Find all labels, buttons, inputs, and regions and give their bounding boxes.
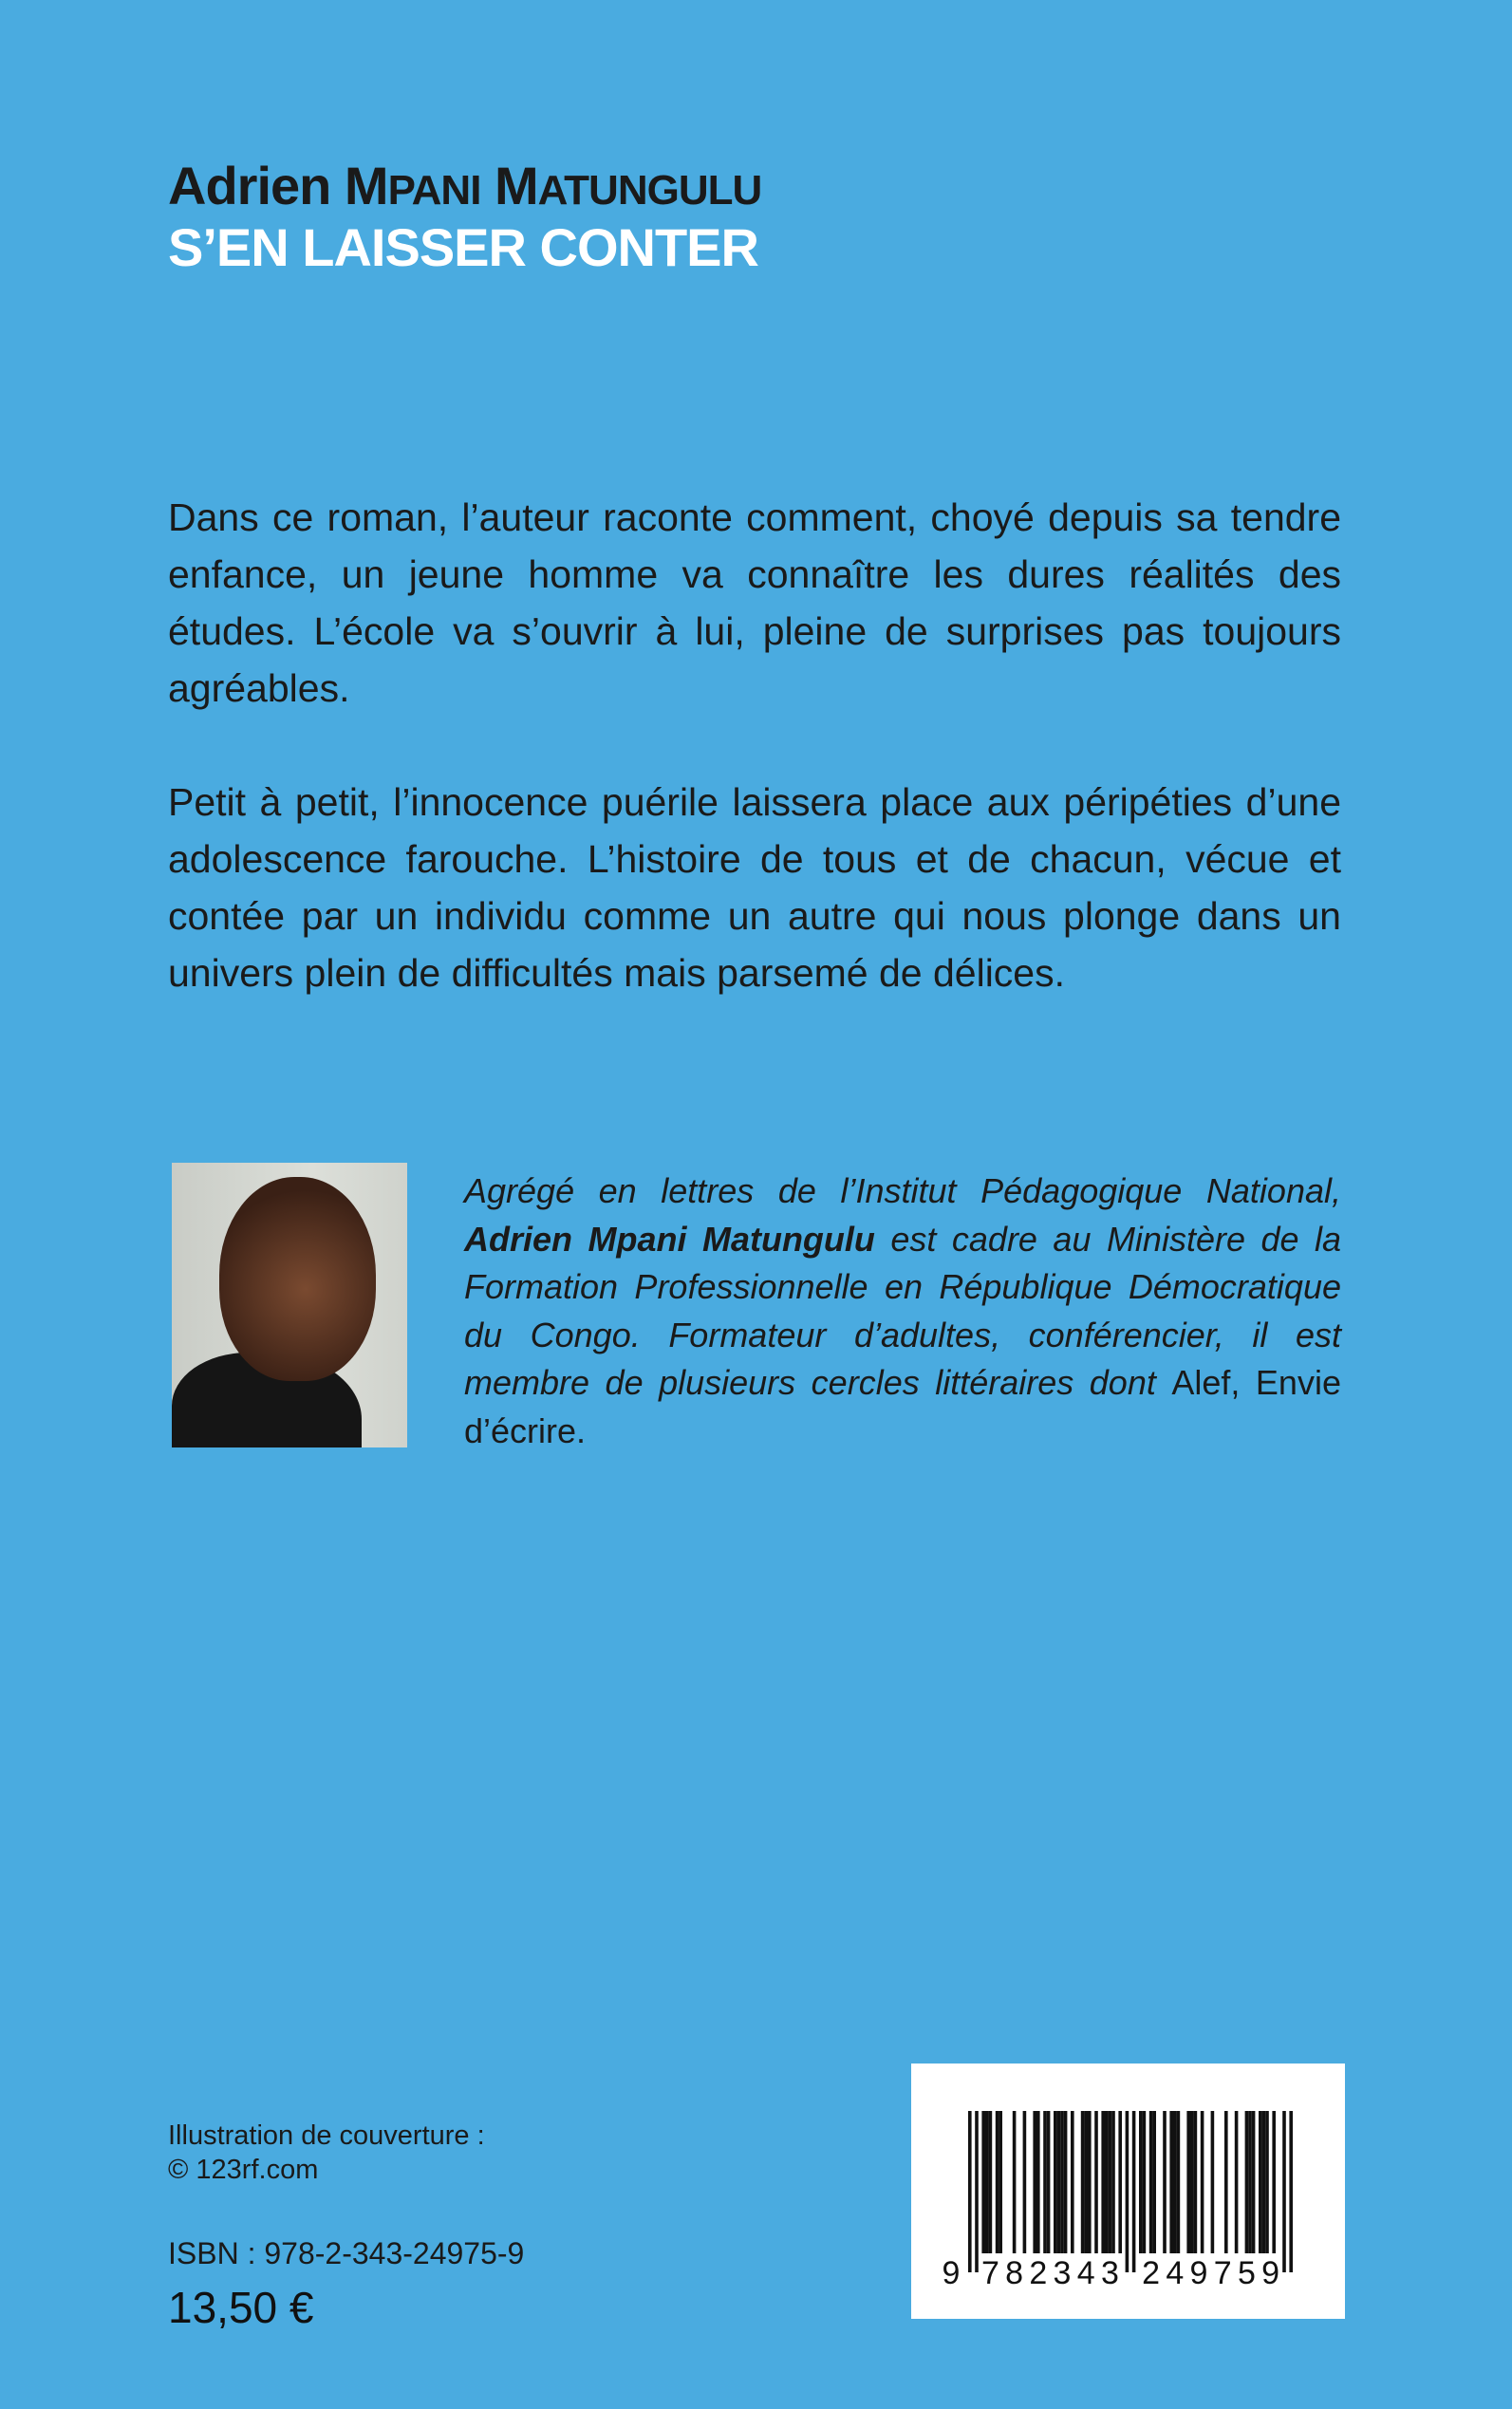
barcode-bar	[1064, 2111, 1068, 2253]
author-bio	[464, 1167, 1341, 1455]
barcode-bar	[1259, 2111, 1262, 2253]
credit-label: Illustration de couverture :	[168, 2120, 485, 2151]
barcode-bar	[1118, 2111, 1122, 2253]
barcode-bar	[1060, 2111, 1064, 2253]
author-last-rest: ATUNGULU	[537, 167, 762, 214]
barcode-digit: 5	[1237, 2255, 1256, 2291]
barcode-bar	[1126, 2111, 1129, 2272]
barcode-bar	[999, 2111, 1002, 2253]
barcode-bar	[1163, 2111, 1167, 2253]
bio-club-2: Envie d’écrire	[464, 1363, 1341, 1450]
barcode-digit: 3	[1100, 2255, 1119, 2291]
book-title: S’EN LAISSER CONTER	[168, 217, 758, 277]
barcode-bar	[1111, 2111, 1115, 2253]
barcode-bar	[1071, 2111, 1074, 2253]
blurb-paragraph-1: Dans ce roman, l’auteur raconte comment, choyé depuis sa tendre enfance, un jeune homme va connaître les dures réalités des études. L’école va s’ouvrir à lui, pleine de surprises pas toujours agréables.	[168, 495, 1341, 710]
barcode-digit: 2	[1142, 2255, 1161, 2291]
barcode-bar	[1272, 2111, 1276, 2253]
price: 13,50 €	[168, 2283, 314, 2332]
barcode-bar	[1173, 2111, 1177, 2253]
barcode-bar	[1013, 2111, 1017, 2253]
author-photo	[172, 1163, 407, 1447]
barcode-digit: 3	[1053, 2255, 1072, 2291]
bio-author-name: Adrien Mpani Matungulu	[464, 1219, 875, 1259]
barcode-graphic	[911, 2064, 1345, 2319]
author-mid-rest: PANI	[387, 167, 481, 214]
bio-text-1: Agrégé en lettres de l’Institut Pédagogique National,	[464, 1171, 1341, 1210]
barcode-bar	[989, 2111, 993, 2253]
barcode-bar	[1088, 2111, 1092, 2253]
author-last-initial: M	[495, 156, 538, 215]
barcode-bar	[968, 2111, 972, 2272]
barcode-bar	[1081, 2111, 1085, 2253]
cover-credit	[168, 2119, 485, 2187]
bio-text-2: est cadre au Ministère de la Formation Professionnelle en République Démocratique du Congo. Formateur d’adultes, conférencier, il est membre de plusieurs cercles littéraires dont	[464, 1219, 1342, 1402]
barcode-bar	[1152, 2111, 1156, 2253]
barcode-bar	[1262, 2111, 1266, 2253]
barcode-bar	[1177, 2111, 1181, 2253]
barcode-bar	[1143, 2111, 1147, 2253]
isbn: ISBN : 978-2-343-24975-9	[168, 2236, 525, 2270]
barcode-bar	[1084, 2111, 1088, 2253]
barcode-digit: 4	[1076, 2255, 1095, 2291]
barcode-bar	[1265, 2111, 1269, 2253]
bio-end: .	[576, 1410, 587, 1450]
barcode-digit: 2	[1029, 2255, 1048, 2291]
barcode-bar	[1282, 2111, 1286, 2272]
barcode-bar	[1043, 2111, 1047, 2253]
barcode-bar	[1248, 2111, 1252, 2253]
barcode-bar	[1139, 2111, 1143, 2253]
barcode-bar	[1245, 2111, 1249, 2253]
barcode-bar	[1190, 2111, 1194, 2253]
barcode-bar	[1169, 2111, 1173, 2253]
bio-club-1: Alef	[1171, 1363, 1231, 1402]
barcode	[911, 2064, 1345, 2319]
barcode-digit: 9	[942, 2255, 961, 2291]
barcode-digit: 9	[1189, 2255, 1208, 2291]
barcode-bar	[1057, 2111, 1061, 2253]
barcode-digit: 7	[980, 2255, 999, 2291]
author-first: Adrien	[168, 156, 331, 215]
bio-sep: ,	[1230, 1363, 1256, 1402]
barcode-bar	[1101, 2111, 1105, 2253]
barcode-bar	[1194, 2111, 1198, 2253]
barcode-bar	[975, 2111, 979, 2272]
barcode-digit: 9	[1261, 2255, 1280, 2291]
barcode-bar	[1289, 2111, 1293, 2272]
barcode-bar	[981, 2111, 985, 2253]
barcode-bar	[1132, 2111, 1136, 2272]
barcode-digit: 8	[1005, 2255, 1024, 2291]
barcode-bar	[1105, 2111, 1109, 2253]
barcode-bar	[1047, 2111, 1051, 2253]
author-name	[168, 156, 762, 215]
barcode-bar	[1094, 2111, 1098, 2253]
barcode-digit: 7	[1213, 2255, 1232, 2291]
barcode-bar	[1252, 2111, 1256, 2253]
barcode-bar	[1023, 2111, 1027, 2253]
blurb-paragraph-2: Petit à petit, l’innocence puérile laissera place aux péripéties d’une adolescence farouche. L’histoire de tous et de chacun, vécue et contée par un individu comme un autre qui nous plonge dans un univers plein de difficultés mais parsemé de délices.	[168, 780, 1341, 995]
barcode-bar	[1054, 2111, 1057, 2253]
barcode-bar	[1235, 2111, 1239, 2253]
barcode-bar	[1186, 2111, 1190, 2253]
barcode-bar	[1201, 2111, 1204, 2253]
barcode-bar	[1109, 2111, 1112, 2253]
barcode-bar	[1036, 2111, 1040, 2253]
barcode-bar	[1149, 2111, 1153, 2253]
author-mid-initial: M	[344, 156, 388, 215]
barcode-bar	[996, 2111, 999, 2253]
barcode-bar	[985, 2111, 989, 2253]
credit-value: © 123rf.com	[168, 2155, 319, 2185]
barcode-bar	[1224, 2111, 1228, 2253]
barcode-digit: 4	[1166, 2255, 1185, 2291]
barcode-bar	[1033, 2111, 1036, 2253]
barcode-bar	[1211, 2111, 1215, 2253]
